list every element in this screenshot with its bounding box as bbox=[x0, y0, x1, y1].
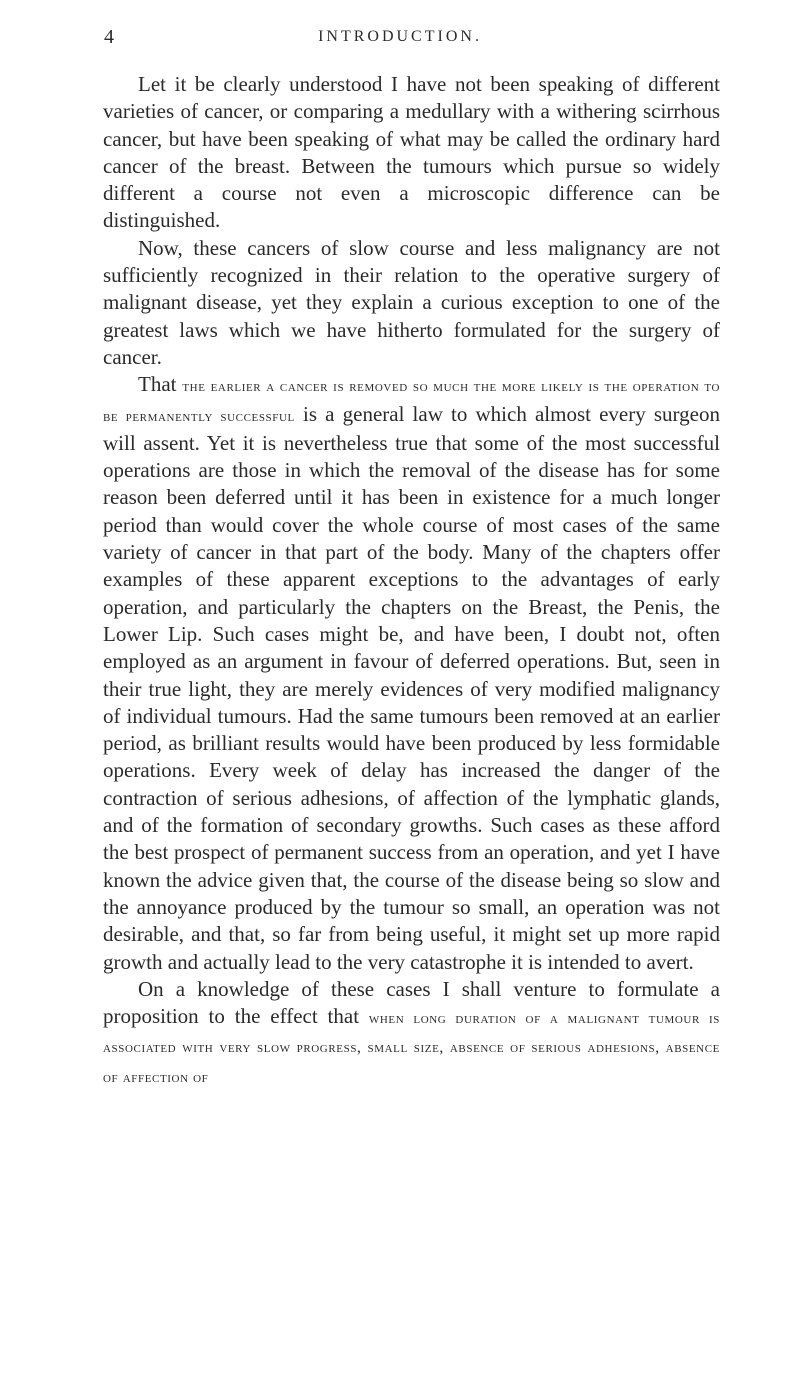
paragraph-4-small-caps: when long duration of a malignant tumour is associated with very slow progress, small size, absence of serious adhesions, absence of affection of bbox=[103, 1010, 720, 1086]
page-header bbox=[0, 26, 800, 56]
paragraph-3-small-caps: the earlier a cancer is removed so much the more likely is the operation to be permanently successful bbox=[103, 378, 720, 425]
paragraph-1: Let it be clearly understood I have not been speaking of different varieties of cancer, or comparing a medullary with a withering scirrhous cancer, but have been speaking of what may be called the ordinary hard cancer of the breast. Between the tumours which pursue so widely different a course not even a microscopic difference can be distinguished. bbox=[103, 72, 720, 233]
paragraph-3-lead: That bbox=[138, 372, 183, 397]
paragraph-4-lead: On a knowledge of these cases I shall venture to formulate a proposition to the effect that bbox=[103, 976, 720, 1029]
paragraph-3-rest: is a general law to which almost every surgeon will assent. Yet it is nevertheless true that some of the most successful operations are those in which the removal of the disease has for some reason been deferred until it has been in existence for a much longer period than would cover the whole course of most cases of the same variety of cancer in that part of the body. Many of the chapters offer examples of these apparent exceptions to the advantages of early operation, and particularly the chapters on the Breast, the Penis, the Lower Lip. Such cases might be, and have been, I doubt not, often employed as an argument in favour of deferred operations. But, seen in their true light, they are merely evidences of very modified malignancy of individual tumours. Had the same tumours been removed at an earlier period, as brilliant results would have been produced by less formidable operations. Every week of delay has increased the danger of the contraction of serious adhesions, of affection of the lymphatic glands, and of the formation of secondary growths. Such cases as these afford the best prospect of permanent success from an operation, and yet I have known the advice given that, the course of the disease being so slow and the annoyance produced by the tumour so small, an operation was not desirable, and that, so far from being useful, it might set up more rapid growth and actually lead to the very catastrophe it is intended to avert. bbox=[103, 401, 720, 974]
paragraph-2: Now, these cancers of slow course and less malignancy are not sufficiently recognized in their relation to the operative surgery of malignant disease, yet they explain a curious exception to one of the greatest laws which we have hitherto formulated for the surgery of cancer. bbox=[103, 235, 720, 369]
body-text bbox=[103, 71, 720, 1091]
running-head: INTRODUCTION. bbox=[318, 28, 482, 45]
paragraph-4 bbox=[103, 976, 720, 1091]
page-number: 4 bbox=[104, 26, 115, 48]
paragraph-3 bbox=[103, 371, 720, 976]
